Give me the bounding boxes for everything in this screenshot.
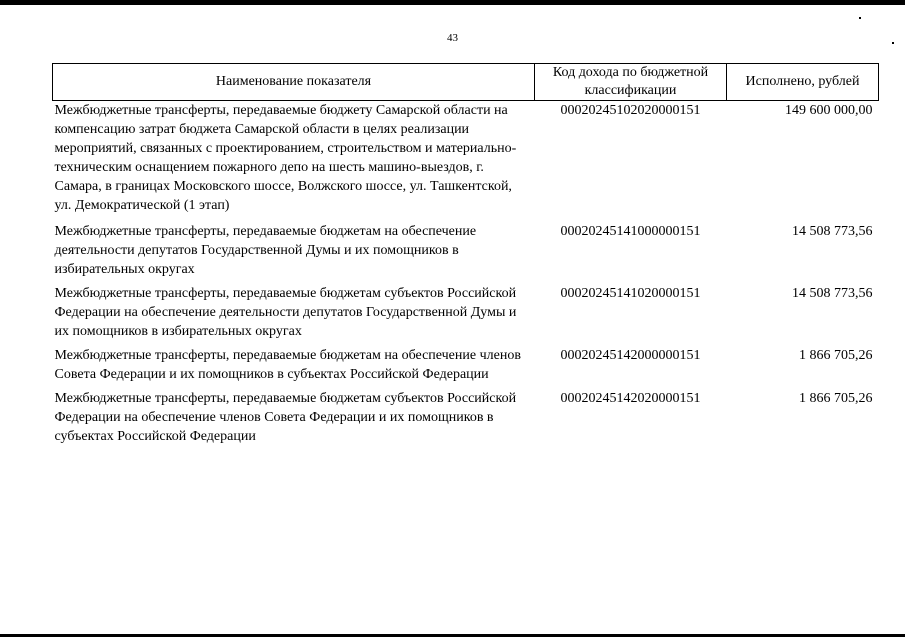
- indicator-name-cell: Межбюджетные трансферты, передаваемые бюджетам на обеспечение членов Совета Федерации и их помощников в субъектах Российской Федерации: [54, 348, 521, 382]
- page-number: 43: [447, 32, 458, 44]
- scan-speck: [859, 17, 861, 19]
- revenue-code-cell: 00020245141020000151: [560, 286, 701, 301]
- table-row: [53, 346, 879, 389]
- budget-revenue-table: [52, 63, 879, 451]
- revenue-code-cell: 00020245142020000151: [560, 391, 701, 406]
- indicator-name-cell: Межбюджетные трансферты, передаваемые бюджету Самарской области на компенсацию затрат бюджета Самарской области в целях реализации мероприятий, связанных с проектированием, строительством и материально-техническим оснащением пожарного депо на шесть машино-выездов, г. Самара, в границах Московского шоссе, Волжского шоссе, ул. Ташкентской, ул. Демократической (1 этап): [54, 103, 517, 213]
- revenue-code-cell: 00020245142000000151: [560, 348, 701, 363]
- executed-amount-cell: 149 600 000,00: [785, 103, 873, 118]
- executed-amount-cell: 14 508 773,56: [792, 286, 873, 301]
- header-revenue-code: Код дохода по бюджетной классификации: [535, 64, 727, 101]
- executed-amount-cell: 1 866 705,26: [799, 348, 873, 363]
- page-bottom-border: [0, 634, 905, 637]
- indicator-name-cell: Межбюджетные трансферты, передаваемые бюджетам на обеспечение деятельности депутатов Государственной Думы и их помощников в избирательных округах: [54, 224, 477, 277]
- table-row: [53, 389, 879, 451]
- revenue-code-cell: 00020245102020000151: [560, 103, 701, 118]
- header-executed-amount: Исполнено, рублей: [727, 64, 879, 101]
- indicator-name-cell: Межбюджетные трансферты, передаваемые бюджетам субъектов Российской Федерации на обеспечение деятельности депутатов Государственной Думы и их помощников в избирательных округах: [54, 286, 517, 339]
- table-row: [53, 101, 879, 223]
- revenue-code-cell: 00020245141000000151: [560, 224, 701, 239]
- table-row: [53, 222, 879, 284]
- header-indicator-name: Наименование показателя: [53, 64, 535, 101]
- table-row: [53, 284, 879, 346]
- indicator-name-cell: Межбюджетные трансферты, передаваемые бюджетам субъектов Российской Федерации на обеспечение членов Совета Федерации и их помощников в субъектах Российской Федерации: [54, 391, 517, 444]
- page-top-border: [0, 0, 905, 5]
- executed-amount-cell: 14 508 773,56: [792, 224, 873, 239]
- executed-amount-cell: 1 866 705,26: [799, 391, 873, 406]
- table-header-row: [53, 64, 879, 101]
